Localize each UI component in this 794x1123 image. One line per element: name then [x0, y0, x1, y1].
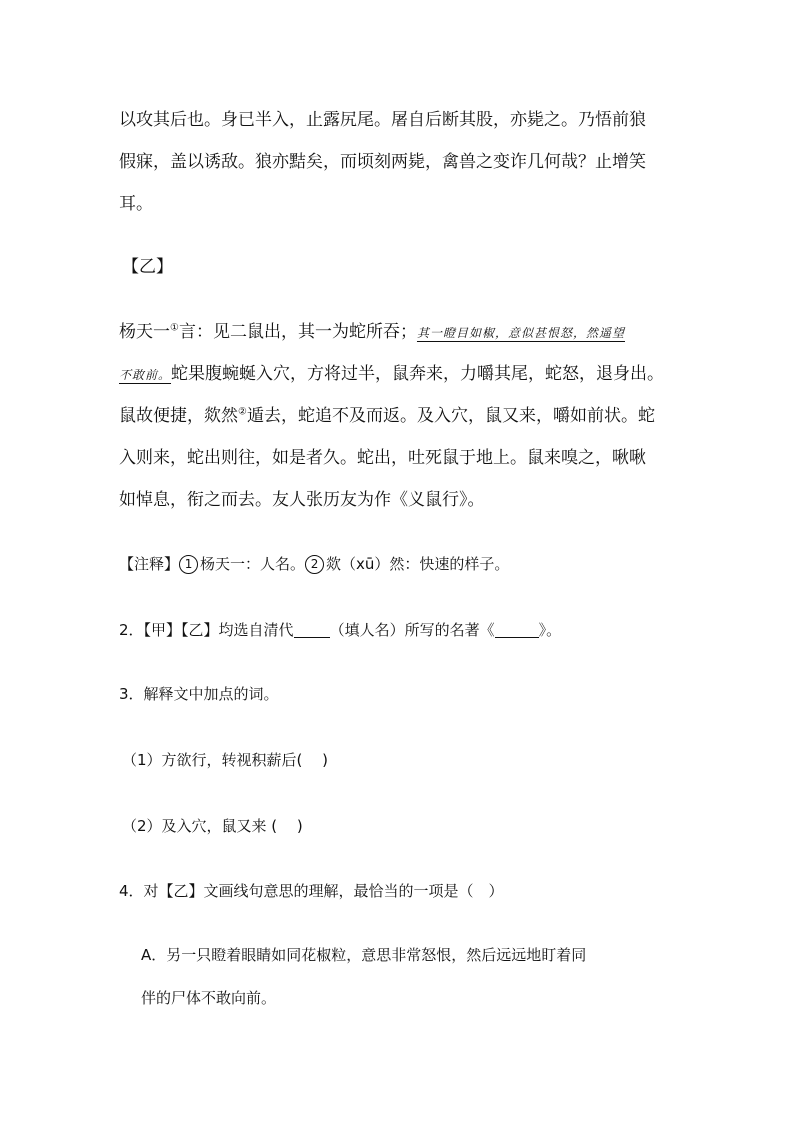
- option-label: A．: [141, 946, 167, 964]
- answer-blank-book[interactable]: [495, 621, 539, 638]
- note-1-text: 杨天一：人名。: [200, 555, 306, 573]
- passage-jia-line-2: 假寐，盖以诱敌。狼亦黠矣，而顷刻两毙，禽兽之变诈几何哉？止增笑: [119, 152, 646, 172]
- answer-blank-author[interactable]: [294, 621, 330, 638]
- footnote-ref-1: ①: [170, 322, 179, 334]
- passage-yi-text: 蛇果腹蜿蜒入穴，方将过半，鼠奔来，力嚼其尾，蛇怒，退身出。: [171, 364, 665, 384]
- question-text: 【甲】【乙】均选自清代: [143, 621, 294, 639]
- question-text: （填人名）所写的名著《: [329, 621, 495, 639]
- question-3: [119, 683, 684, 705]
- notes-label: 【注释】: [119, 555, 180, 573]
- passage-yi-text: 言：见二鼠出，其一为蛇所吞；: [178, 322, 417, 342]
- question-3-item-1: （1）方欲行，转视积薪后( ): [122, 751, 329, 769]
- passage-yi-line-3: [119, 405, 684, 427]
- passage-yi-line-1: [119, 321, 684, 344]
- passage-yi-text: 杨天一: [119, 322, 170, 342]
- passage-yi-text: 鼠故便捷，欻然: [119, 406, 238, 426]
- note-2-text: 欻（xū）然：快速的样子。: [326, 555, 510, 573]
- question-number: 4．: [119, 882, 144, 900]
- circled-number-2: 2: [305, 555, 324, 574]
- option-text: 另一只瞪着眼睛如同花椒粒，意思非常怒恨，然后远远地盯着同: [166, 946, 587, 964]
- underlined-sentence: 不敢前。: [119, 368, 172, 382]
- passage-jia-line-1: 以攻其后也。身已半入，止露尻尾。屠自后断其股，亦毙之。乃悟前狼: [119, 110, 646, 130]
- passage-yi-text: 遁去，蛇追不及而返。及入穴，鼠又来，嚼如前状。蛇: [246, 406, 655, 426]
- question-4-option-a: [141, 944, 684, 966]
- question-number: 2．: [119, 621, 144, 639]
- question-4-option-a-cont: 伴的尸体不敢向前。: [141, 989, 277, 1007]
- footnote-ref-2: ②: [238, 406, 247, 418]
- question-text: 对【乙】文画线句意思的理解，最恰当的一项是（ ）: [143, 882, 504, 900]
- section-yi-label: 【乙】: [122, 257, 173, 277]
- question-number: 3．: [119, 685, 144, 703]
- underlined-sentence: 其一瞪目如椒，意似甚恨怒，然遥望: [416, 326, 625, 340]
- passage-yi-line-4: 入则来，蛇出则往，如是者久。蛇出，吐死鼠于地上。鼠来嗅之，啾啾: [119, 448, 646, 468]
- passage-jia-line-3: 耳。: [119, 194, 153, 214]
- passage-yi-line-2: [119, 363, 684, 386]
- passage-yi-line-5: 如悼息，衔之而去。友人张历友为作《义鼠行》。: [119, 490, 485, 510]
- question-4: [119, 880, 684, 902]
- notes-line: [119, 553, 684, 575]
- question-3-item-2: （2）及入穴，鼠又来 ( ): [122, 817, 303, 835]
- question-2: [119, 619, 684, 641]
- question-text: 解释文中加点的词。: [143, 685, 279, 703]
- question-text: 》。: [538, 621, 562, 639]
- circled-number-1: 1: [179, 555, 198, 574]
